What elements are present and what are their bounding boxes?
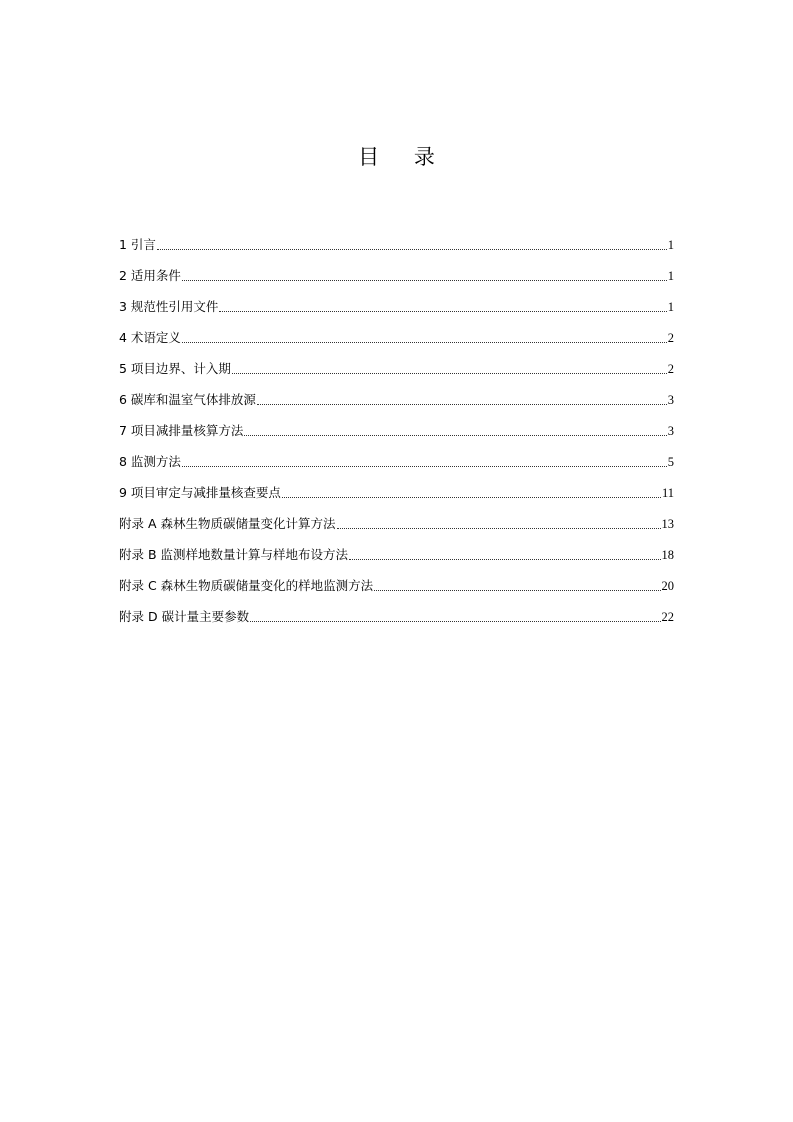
toc-dot-leader [244,435,666,436]
toc-entry-5[interactable] [119,346,674,377]
toc-entry-label: 6 碳库和温室气体排放源 [119,392,256,407]
toc-entry-appendix-a[interactable] [119,501,674,532]
toc-entry-4[interactable] [119,315,674,346]
table-of-contents [119,222,674,625]
toc-page-number: 18 [661,548,674,562]
toc-page-number: 3 [667,393,674,407]
toc-entry-appendix-b[interactable] [119,532,674,563]
toc-entry-label: 附录 C 森林生物质碳储量变化的样地监测方法 [119,578,374,593]
toc-dot-leader [250,621,660,622]
toc-page-number: 2 [667,362,674,376]
toc-page-number: 11 [661,486,674,500]
page-title: 目 录 [358,145,449,169]
toc-entry-7[interactable] [119,408,674,439]
toc-dot-leader [282,497,661,498]
toc-dot-leader [349,559,660,560]
toc-entry-6[interactable] [119,377,674,408]
toc-entry-label: 1 引言 [119,237,156,252]
toc-entry-appendix-d[interactable] [119,594,674,625]
toc-entry-label: 9 项目审定与减排量核查要点 [119,485,281,500]
toc-page-number: 5 [667,455,674,469]
toc-page-number: 13 [661,517,674,531]
toc-page-number: 3 [667,424,674,438]
toc-dot-leader [182,466,667,467]
toc-dot-leader [374,590,660,591]
toc-entry-label: 附录 D 碳计量主要参数 [119,609,250,624]
toc-dot-leader [182,280,667,281]
toc-entry-label: 附录 B 监测样地数量计算与样地布设方法 [119,547,349,562]
toc-entry-3[interactable] [119,284,674,315]
toc-page-number: 20 [661,579,674,593]
toc-dot-leader [219,311,666,312]
toc-entry-label: 2 适用条件 [119,268,181,283]
toc-entry-label: 8 监测方法 [119,454,181,469]
toc-entry-label: 4 术语定义 [119,330,181,345]
toc-dot-leader [232,373,667,374]
toc-entry-1[interactable] [119,222,674,253]
toc-dot-leader [182,342,667,343]
toc-entry-appendix-c[interactable] [119,563,674,594]
toc-dot-leader [337,528,661,529]
toc-page-number: 1 [667,269,674,283]
toc-entry-9[interactable] [119,470,674,501]
toc-entry-label: 附录 A 森林生物质碳储量变化计算方法 [119,516,336,531]
toc-entry-2[interactable] [119,253,674,284]
toc-dot-leader [157,249,667,250]
toc-page-number: 22 [661,610,674,624]
toc-page-number: 1 [667,238,674,252]
toc-entry-label: 7 项目减排量核算方法 [119,423,244,438]
toc-dot-leader [257,404,667,405]
toc-entry-label: 5 项目边界、计入期 [119,361,231,376]
toc-entry-label: 3 规范性引用文件 [119,299,219,314]
toc-page-number: 1 [667,300,674,314]
toc-page-number: 2 [667,331,674,345]
toc-entry-8[interactable] [119,439,674,470]
